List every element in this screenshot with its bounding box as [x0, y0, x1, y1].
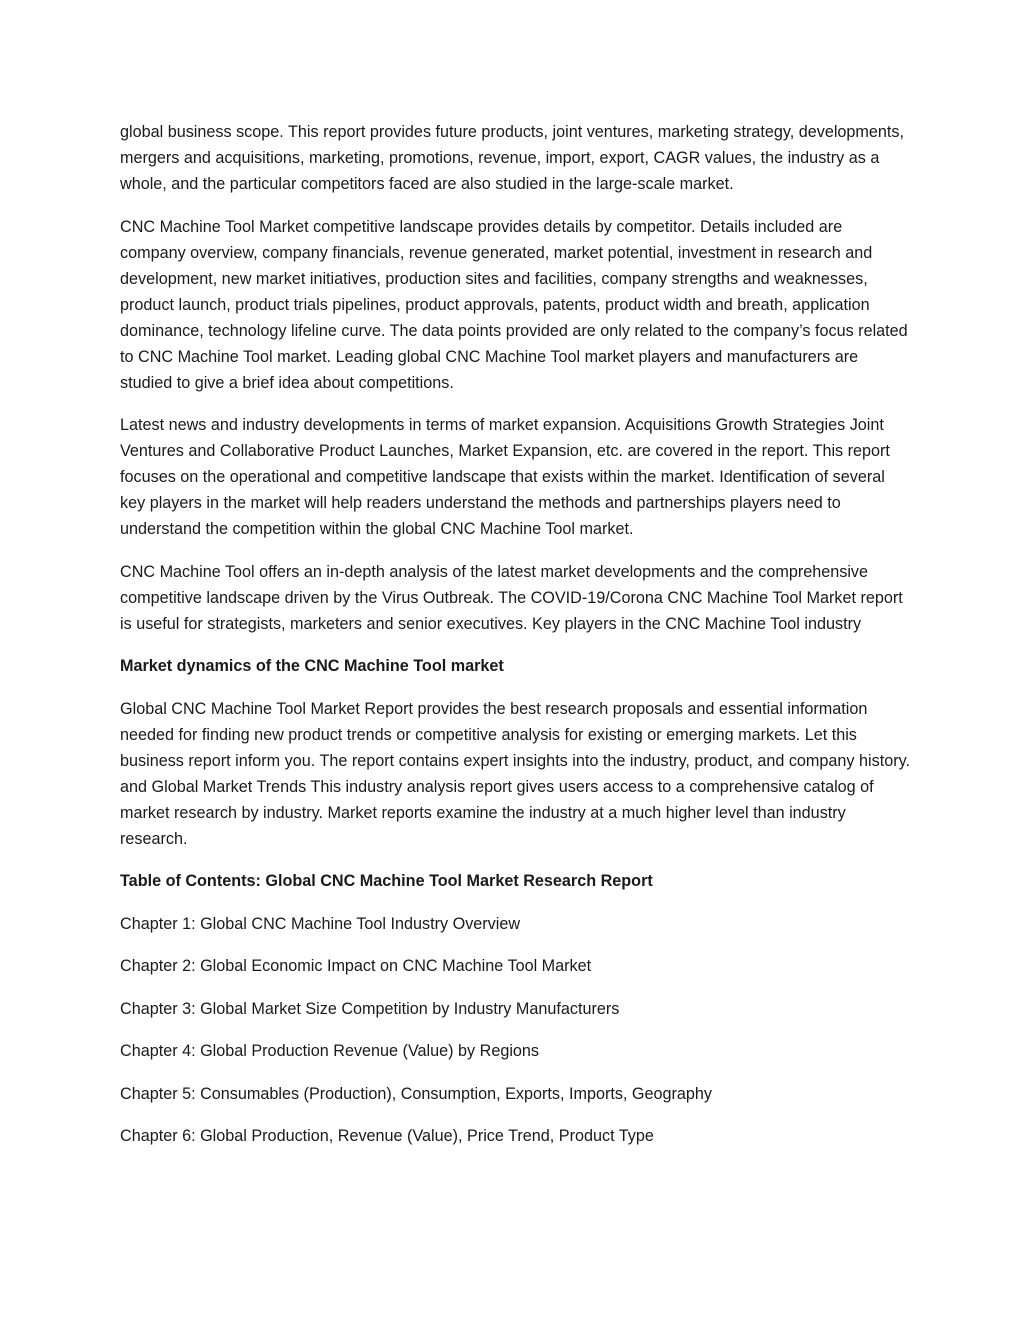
paragraph-competitive-landscape: CNC Machine Tool Market competitive landscape provides details by competitor. Details included are company overview, company financials, revenue generated, market potential, investment in research and development, new market initiatives, production sites and facilities, company strengths and weaknesses, product launch, product trials pipelines, product approvals, patents, product width and breath, application dominance, technology lifeline curve. The data points provided are only related to the company’s focus related to CNC Machine Tool market. Leading global CNC Machine Tool market players and manufacturers are studied to give a brief idea about competitions. [120, 217, 908, 392]
toc-chapter-5: Chapter 5: Consumables (Production), Consumption, Exports, Imports, Geography [120, 1084, 713, 1103]
toc-chapter-3: Chapter 3: Global Market Size Competition by Industry Manufacturers [120, 999, 620, 1018]
toc-heading: Table of Contents: Global CNC Machine Tool Market Research Report [120, 872, 653, 890]
paragraph-industry-developments: Latest news and industry developments in terms of market expansion. Acquisitions Growth Strategies Joint Ventures and Collaborative Product Launches, Market Expansion, etc. are covered in the report. This report focuses on the operational and competitive landscape that exists within the market. Identification of several key players in the market will help readers understand the methods and partnerships players need to understand the competition within the global CNC Machine Tool market. [120, 416, 890, 538]
market-dynamics-paragraph: Global CNC Machine Tool Market Report provides the best research proposals and essential information needed for finding new product trends or competitive analysis for existing or emerging markets. Let this business report inform you. The report contains expert insights into the industry, product, and company history. and Global Market Trends This industry analysis report gives users access to a comprehensive catalog of market research by industry. Market reports examine the industry at a much higher level than industry research. [120, 699, 910, 848]
toc-chapter-1: Chapter 1: Global CNC Machine Tool Industry Overview [120, 914, 521, 933]
paragraph-business-scope: global business scope. This report provides future products, joint ventures, marketing strategy, developments, mergers and acquisitions, marketing, promotions, revenue, import, export, CAGR values, the industry as a whole, and the particular competitors faced are also studied in the large-scale market. [120, 123, 905, 193]
toc-chapter-6: Chapter 6: Global Production, Revenue (Value), Price Trend, Product Type [120, 1127, 654, 1145]
toc-chapter-4: Chapter 4: Global Production Revenue (Value) by Regions [120, 1042, 540, 1060]
paragraph-virus-outbreak-analysis: CNC Machine Tool offers an in-depth analysis of the latest market developments and the comprehensive competitive landscape driven by the Virus Outbreak. The COVID-19/Corona CNC Machine Tool Market report is useful for strategists, marketers and senior executives. Key players in the CNC Machine Tool industry [120, 562, 903, 633]
market-dynamics-heading: Market dynamics of the CNC Machine Tool market [120, 657, 504, 675]
toc-chapter-2: Chapter 2: Global Economic Impact on CNC Machine Tool Market [120, 957, 592, 975]
document-page [120, 119, 910, 1166]
